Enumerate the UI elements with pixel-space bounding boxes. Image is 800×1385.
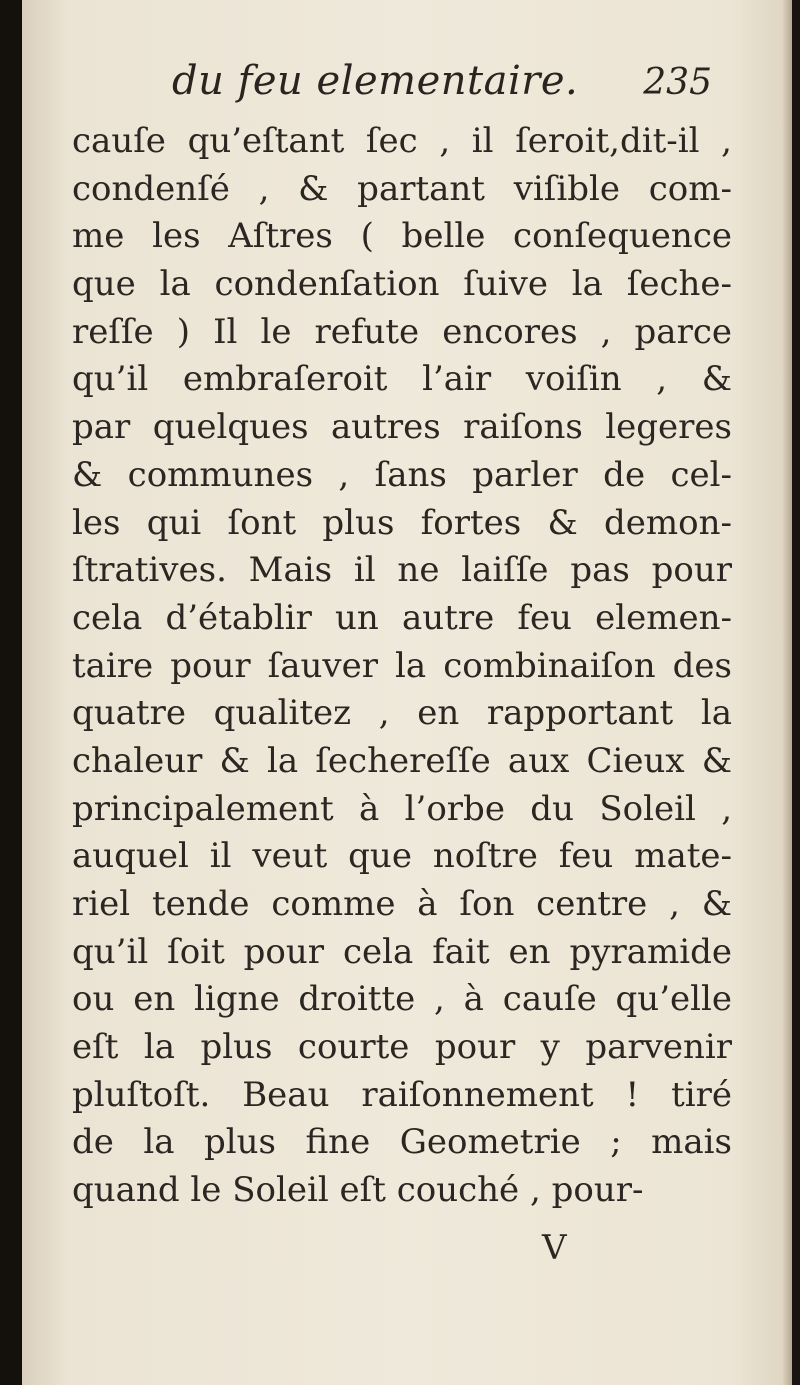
text-line: me les Aſtres ( belle conſequence [72,216,732,257]
text-line: qu’il embraſeroit l’air voiſin , & [72,359,732,400]
text-line: pluſtoſt. Beau raiſonnement ! tiré [72,1074,732,1115]
text-line: de la plus fine Geometrie ; mais [72,1122,732,1163]
page-header [172,58,712,118]
text-line: chaleur & la ſechereſſe aux Cieux & [72,740,732,781]
text-line: & communes , ſans parler de cel- [72,454,732,495]
book-binding [0,0,22,1385]
text-line: qu’il ſoit pour cela fait en pyramide [72,931,732,972]
text-line: eſt la plus courte pour y parvenir [72,1027,732,1068]
text-line: cela d’établir un autre feu elemen- [72,597,732,638]
text-line: cauſe qu’eſtant ſec , il ſeroit,dit-il , [72,121,732,161]
text-line: ſtratives. Mais il ne laiſſe pas pour [72,550,732,591]
running-title: du feu elementaire. [172,58,579,104]
text-line: reſſe ) Il le refute encores , parce [72,311,732,352]
page-number: 235 [643,62,712,103]
text-line: par quelques autres raiſons legeres [72,407,732,448]
text-line: taire pour ſauver la combinaiſon des [72,645,732,686]
text-line: riel tende comme à ſon centre , & [72,884,732,924]
text-line: les qui ſont plus fortes & demon- [72,502,732,543]
text-line: quand le Soleil eſt couché , pour- [72,1170,644,1211]
book-page [22,0,792,1385]
text-line: auquel il veut que noſtre feu mate- [72,836,732,877]
signature-mark: V [542,1228,567,1268]
page-footer [542,1228,662,1278]
text-line: que la condenſation ſuive la ſeche- [72,264,732,305]
text-line: ou en ligne droitte , à cauſe qu’elle [72,979,732,1020]
text-line: condenſé , & partant viſible com- [72,168,732,209]
body-text [72,118,732,1215]
text-line: quatre qualitez , en rapportant la [72,693,732,734]
page-edge-shadow [782,0,792,1385]
text-line: principalement à l’orbe du Soleil , [72,788,732,829]
